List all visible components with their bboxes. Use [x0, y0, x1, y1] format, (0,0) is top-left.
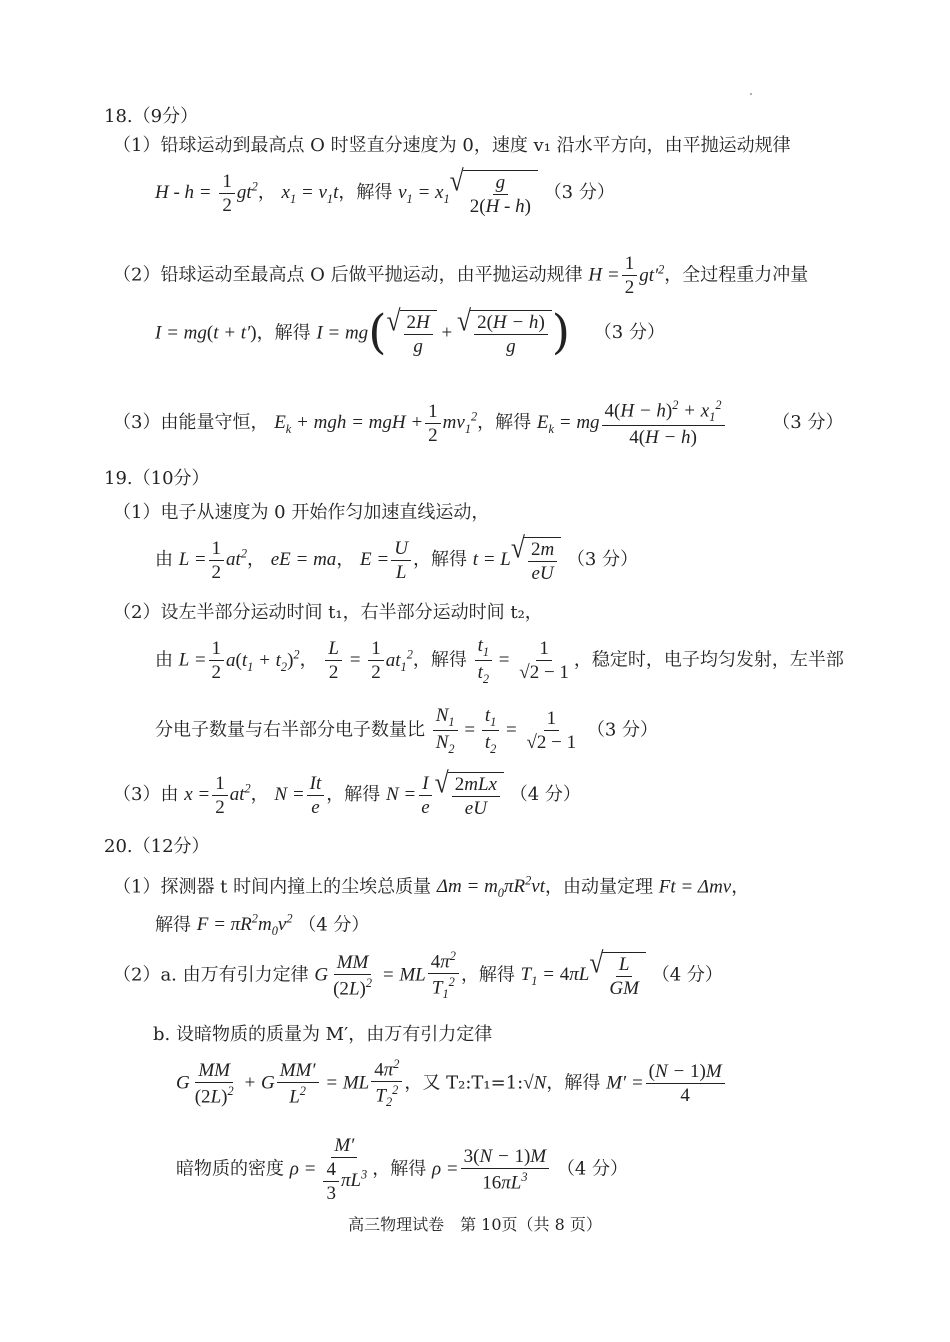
q19-p1-solve-label: ，解得	[412, 549, 467, 570]
q18-p2-solve-label: ，解得	[256, 322, 311, 344]
q19-p1-prefix: 由	[155, 549, 173, 570]
q19-part1-text: （1）电子从速度为 0 开始作匀加速直线运动，	[113, 502, 490, 523]
q20-part1-score: （4 分）	[298, 914, 370, 936]
q18-p1-solve-label: ，解得	[338, 182, 393, 203]
q19-part1-score: （3 分）	[566, 549, 639, 570]
q18-heading: 18.（9分）	[104, 106, 199, 127]
q18-part3-text: （3）由能量守恒，	[113, 412, 269, 434]
q19-heading: 19.（10分）	[104, 468, 210, 489]
q20-part1-text: （1）探测器 t 时间内撞上的尘埃总质量	[113, 876, 432, 898]
q19-part2-score: （3 分）	[586, 719, 659, 741]
q20-part2-text: （2）a. 由万有引力定律	[113, 964, 309, 986]
q18-part3-equation: （3）由能量守恒， $E_k$ + mgh = mgH + $\frac{1}{2}$ $mv_1^2$，解得 $E_k$ = mg $\frac{4(H - h)^2 + x_1^2}{4(H - h)}$ （3 分）	[113, 398, 844, 449]
q18-part2-equation: I = mg(t + t′)，解得 I = mg( √ $\frac{2H}{g}$ + √ $\frac{2(H - h)}{g}$ ) （3 分）	[155, 304, 665, 360]
q19-part1-equation: 由 L = $\frac{1}{2}$ $at^2$， eE = ma， E = $\frac{U}{L}$ ，解得 t = L √ $\frac{2m}{eU}$ （3 分）	[155, 531, 639, 584]
q19-part2-text: （2）设左半部分运动时间 t₁，右半部分运动时间 t₂，	[113, 602, 543, 623]
q20-pb-mid: ，又 T₂:T₁=1:	[404, 1072, 524, 1094]
q18-part2-score: （3 分）	[593, 322, 665, 344]
q18-part3-score: （3 分）	[772, 412, 844, 434]
q20-part2-score: （4 分）	[651, 964, 723, 986]
q19-p2-solve-label: ，解得	[412, 649, 467, 671]
q19-part3-score: （4 分）	[509, 784, 581, 805]
q20-part2b-text: b. 设暗物质的质量为 M′，由万有引力定律	[153, 1024, 493, 1045]
q19-p2-prefix: 由	[155, 649, 173, 671]
q20-p1-mid: ，由动量定理	[544, 876, 653, 898]
q18-part2-tail: ，全过程重力冲量	[664, 264, 809, 286]
q20-p1-line2: 解得	[155, 914, 191, 936]
q20-part2a-equation: （2）a. 由万有引力定律 G $\frac{MM}{(2L)^2}$ = ML $\frac{4\pi^2}{T_1^2}$ ，解得 $T_1 = 4\pi L$ √ $\frac{L}{GM}$ （4 分）	[113, 946, 723, 1002]
q18-part1-score: （3 分）	[543, 182, 615, 203]
q18-part1-equation: H - h = $\frac{1}{2}$ $gt^2$， $x_1 = v_1t$，解得 $v_1 = x_1$ √ $\frac{g}{2(H - h)}$ （3 分）	[155, 164, 615, 217]
q18-part1-text: （1）铅球运动到最高点 O 时竖直分速度为 0，速度 v₁ 沿水平方向，由平抛运动规律	[113, 135, 791, 156]
q20-part2b-equation: G $\frac{MM}{(2L)^2}$ + G $\frac{MM'}{L^2}$ = ML $\frac{4\pi^2}{T_2^2}$ ，又 T₂:T₁=1:√N，解得 M′ = $\frac{(N - 1)M}{4}$	[176, 1058, 727, 1109]
q20-heading: 20.（12分）	[104, 836, 210, 857]
q18-part2-line: （2）铅球运动至最高点 O 后做平抛运动，由平抛运动规律 H = $\frac{1}{2}$ $gt'^2$，全过程重力冲量	[113, 253, 809, 298]
q20-part1-result: 解得 $F = \pi R^2m_0v^2$ （4 分）	[155, 912, 370, 939]
q19-part2-line3: 分电子数量与右半部分电子数量比	[155, 719, 425, 741]
q20-density-equation: 暗物质的密度 ρ = M′ $\frac{4}{3}$ $\pi L^3$ ，解得 ρ = $\frac{3(N - 1)M}{16\pi L^3}$ （4 分）	[176, 1135, 629, 1204]
q18-part2-text: （2）铅球运动至最高点 O 后做平抛运动，由平抛运动规律	[113, 264, 583, 286]
q20-density-label: 暗物质的密度	[176, 1158, 284, 1180]
q20-p2-solve-label: ，解得	[460, 964, 515, 986]
q20-pb-mid2: ，解得	[546, 1072, 601, 1094]
q19-part2-ratio: 分电子数量与右半部分电子数量比 $\frac{N_1}{N_2}$ = $\frac{t_1}{t_2}$ = $\frac{1}{√2 - 1}$ （3 分）	[155, 705, 659, 756]
q20-density-score: （4 分）	[556, 1158, 629, 1180]
q19-part3-text: （3）由	[113, 784, 179, 805]
q19-part2-equation: 由 L = $\frac{1}{2}$ $a(t_1 + t_2)^2$， $\frac{L}{2}$ = $\frac{1}{2}$ $at_1^2$，解得 $\frac{t_1}{t_2}$ = $\frac{1}{√2 - 1}$ ，稳定时，电子均匀发射，左半部	[155, 635, 844, 686]
page-footer: 高三物理试卷 第 10页（共 8 页）	[348, 1215, 602, 1234]
q20-part1-line: （1）探测器 t 时间内撞上的尘埃总质量 $\Delta m = m_0\pi R^2vt$，由动量定理 Ft = Δmv，	[113, 874, 750, 901]
scan-speck	[750, 93, 752, 95]
q19-part3-equation: （3）由 x = $\frac{1}{2}$ $at^2$， N = $\frac{It}{e}$ ，解得 N = $\frac{I}{e}$ √ $\frac{\text{2mLx}}{eU}$ （4 分）	[113, 766, 581, 819]
q20-pb-mid3: ，解得	[372, 1158, 427, 1180]
q19-part2-tail: ，稳定时，电子均匀发射，左半部	[573, 649, 844, 671]
q19-p3-solve-label: ，解得	[326, 784, 381, 805]
q18-p3-solve-label: ，解得	[477, 412, 532, 434]
